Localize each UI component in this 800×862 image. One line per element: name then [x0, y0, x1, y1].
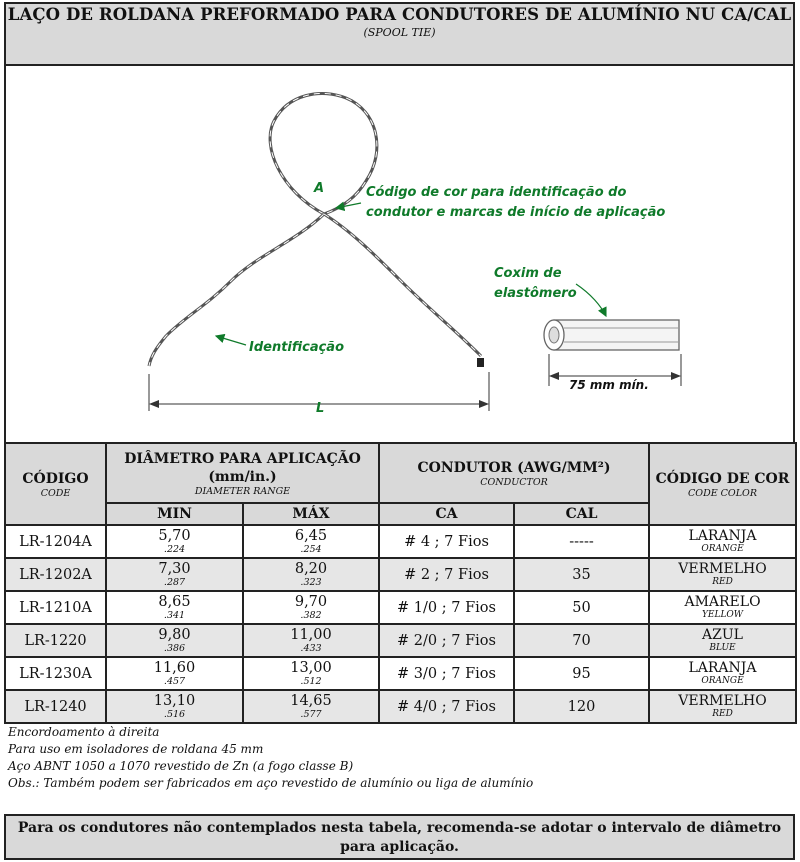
- cell-min: 11,60 .457: [106, 657, 243, 690]
- cell-max: 8,20 .323: [243, 558, 379, 591]
- cell-ca: # 1/0 ; 7 Fios: [379, 591, 514, 624]
- cell-min: 13,10 .516: [106, 690, 243, 723]
- cell-min: 5,70 .224: [106, 525, 243, 558]
- cell-max: 13,00 .512: [243, 657, 379, 690]
- spool-tie-drawing: [6, 66, 797, 444]
- cell-ca: # 2/0 ; 7 Fios: [379, 624, 514, 657]
- cell-min: 8,65 .341: [106, 591, 243, 624]
- spool-tie-loop: [149, 93, 481, 366]
- cell-ca: # 4/0 ; 7 Fios: [379, 690, 514, 723]
- cell-color: VERMELHO RED: [649, 690, 796, 723]
- notes: [8, 724, 788, 792]
- cell-cal: 70: [514, 624, 649, 657]
- cell-ca: # 3/0 ; 7 Fios: [379, 657, 514, 690]
- cell-color: LARANJA ORANGE: [649, 657, 796, 690]
- product-illustration: [4, 66, 795, 444]
- page-title: LAÇO DE ROLDANA PREFORMADO PARA CONDUTORES DE ALUMÍNIO NU CA/CAL: [7, 5, 792, 24]
- table-row: [5, 690, 796, 723]
- cell-max: 6,45 .254: [243, 525, 379, 558]
- note-line: Obs.: Também podem ser fabricados em aço revestido de alumínio ou liga de alumínio: [8, 776, 534, 790]
- cell-max: 14,65 .577: [243, 690, 379, 723]
- header-code: CÓDIGO CODE: [5, 443, 106, 525]
- cell-min: 7,30 .287: [106, 558, 243, 591]
- subheader-ca: CA: [379, 503, 514, 525]
- color-code-callout-2: condutor e marcas de início de aplicação: [366, 205, 666, 220]
- cell-color: AMARELO YELLOW: [649, 591, 796, 624]
- cushion-callout-1: Coxim de: [494, 266, 562, 281]
- note-line: Para uso em isoladores de roldana 45 mm: [8, 742, 264, 756]
- cell-color: AZUL BLUE: [649, 624, 796, 657]
- cell-min: 9,80 .386: [106, 624, 243, 657]
- page-subtitle: (SPOOL TIE): [363, 26, 436, 39]
- cell-code: LR-1220: [5, 624, 106, 657]
- cell-cal: -----: [514, 525, 649, 558]
- cell-max: 9,70 .382: [243, 591, 379, 624]
- header-diameter: DIÂMETRO PARA APLICAÇÃO (mm/in.) DIAMETER RANGE: [106, 443, 379, 503]
- note-line: Encordoamento à direita: [8, 725, 160, 739]
- cell-max: 11,00 .433: [243, 624, 379, 657]
- subheader-min: MIN: [106, 503, 243, 525]
- cell-ca: # 4 ; 7 Fios: [379, 525, 514, 558]
- footer-note: Para os condutores não contemplados nesta tabela, recomenda-se adotar o intervalo de diâmetro para aplicação.: [4, 814, 795, 860]
- cell-cal: 120: [514, 690, 649, 723]
- cell-code: LR-1202A: [5, 558, 106, 591]
- cushion-callout-2: elastômero: [494, 286, 577, 301]
- label-a: A: [314, 181, 325, 196]
- subheader-max: MÁX: [243, 503, 379, 525]
- note-line: Aço ABNT 1050 a 1070 revestido de Zn (a fogo classe B): [8, 759, 354, 773]
- cell-code: LR-1204A: [5, 525, 106, 558]
- cell-color: VERMELHO RED: [649, 558, 796, 591]
- cell-code: LR-1230A: [5, 657, 106, 690]
- color-code-callout-1: Código de cor para identificação do: [366, 185, 627, 200]
- subheader-cal: CAL: [514, 503, 649, 525]
- header-conductor: CONDUTOR (AWG/MM²) CONDUCTOR: [379, 443, 649, 503]
- table-row: [5, 624, 796, 657]
- table-row: [5, 657, 796, 690]
- table-row: [5, 525, 796, 558]
- table-row: [5, 591, 796, 624]
- cell-color: LARANJA ORANGE: [649, 525, 796, 558]
- tie-end-marker: [477, 358, 484, 367]
- cell-cal: 95: [514, 657, 649, 690]
- cell-code: LR-1210A: [5, 591, 106, 624]
- identification-callout: Identificação: [249, 340, 345, 355]
- elastomer-cushion: [544, 320, 679, 350]
- length-min-label: 75 mm mín.: [569, 378, 649, 392]
- table-row: [5, 558, 796, 591]
- cell-cal: 35: [514, 558, 649, 591]
- header-color: CÓDIGO DE COR CODE COLOR: [649, 443, 796, 525]
- specification-table: [4, 442, 797, 724]
- label-l: L: [316, 401, 325, 416]
- title-banner: [4, 2, 795, 66]
- cell-ca: # 2 ; 7 Fios: [379, 558, 514, 591]
- cell-code: LR-1240: [5, 690, 106, 723]
- cell-cal: 50: [514, 591, 649, 624]
